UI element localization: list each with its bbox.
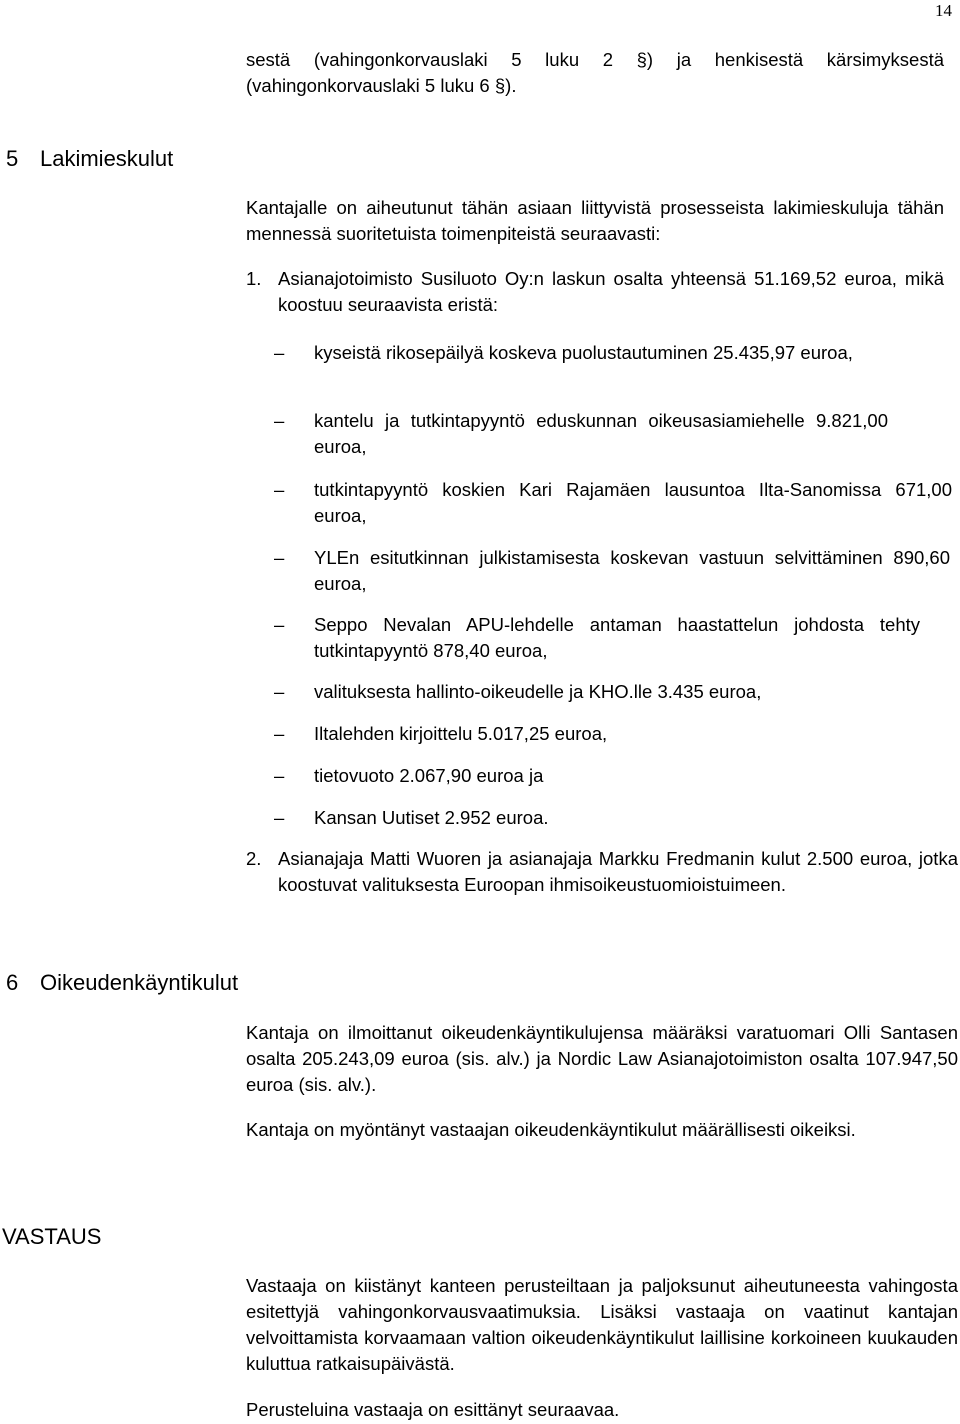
section-5-paragraph: Kantajalle on aiheutunut tähän asiaan liittyvistä prosesseista lakimieskuluja tähän mennessä suoritetuista toimenpiteistä seuraavasti: — [246, 197, 944, 244]
dash-bullet: – — [274, 410, 285, 431]
section-6-paragraph: Kantaja on myöntänyt vastaajan oikeudenkäyntikulut määrällisesti oikeiksi. — [246, 1119, 856, 1140]
section-5-title: Lakimieskulut — [40, 146, 174, 171]
subitem-text: Seppo Nevalan APU-lehdelle antaman haastattelun johdosta tehty tutkintapyyntö 878,40 euroa, — [314, 614, 920, 661]
dash-bullet: – — [274, 723, 285, 744]
subitem-text: kantelu ja tutkintapyyntö eduskunnan oikeusasiamiehelle 9.821,00 euroa, — [314, 410, 888, 457]
dash-bullet: – — [274, 765, 285, 786]
section-6-title: Oikeudenkäyntikulut — [40, 970, 239, 995]
subitem-text: tietovuoto 2.067,90 euroa ja — [314, 765, 544, 786]
dash-bullet: – — [274, 479, 285, 500]
dash-bullet: – — [274, 807, 285, 828]
list-item-1 — [246, 266, 944, 318]
section-6-number: 6 — [6, 970, 19, 995]
dash-bullet: – — [274, 614, 285, 635]
section-5-number: 5 — [6, 146, 19, 171]
subitem-text: tutkintapyyntö koskien Kari Rajamäen lausuntoa Ilta-Sanomissa 671,00 euroa, — [314, 479, 952, 526]
subitem-text: Kansan Uutiset 2.952 euroa. — [314, 807, 549, 828]
section-5-heading — [6, 145, 173, 173]
subitem-text: kyseistä rikosepäilyä koskeva puolustautuminen 25.435,97 euroa, — [314, 342, 853, 363]
section-6-paragraph: Kantaja on ilmoittanut oikeudenkäyntikulujensa määräksi varatuomari Olli Santasen osalta 205.243,09 euroa (sis. alv.) ja Nordic Law Asianajotoimiston osalta 107.947,50 euroa (sis. alv.). — [246, 1022, 958, 1095]
list-item-2 — [246, 846, 958, 924]
list-item-2-number: 2. — [246, 848, 262, 869]
list-item-1-number: 1. — [246, 268, 262, 289]
vastaus-paragraph: Vastaaja on kiistänyt kanteen perusteiltaan ja paljoksunut aiheutuneesta vahingosta esitettyjä vahingonkorvausvaatimuksia. Lisäksi vastaaja on vaatinut kantajan velvoittamista korvaamaan valtion oikeudenkäyntikulut laillisine korkoineen kuukauden kuluttua ratkaisupäivästä. — [246, 1275, 958, 1374]
subitem-text: Iltalehden kirjoittelu 5.017,25 euroa, — [314, 723, 608, 744]
section-6-heading — [6, 969, 238, 997]
list-item-1-text: Asianajotoimisto Susiluoto Oy:n laskun osalta yhteensä 51.169,52 euroa, mikä koostuu seuraavista eristä: — [278, 268, 944, 315]
vastaus-paragraph: Perusteluina vastaaja on esittänyt seuraavaa. — [246, 1399, 620, 1420]
vastaus-heading: VASTAUS — [2, 1224, 102, 1249]
subitem-text: valituksesta hallinto-oikeudelle ja KHO.lle 3.435 euroa, — [314, 681, 762, 702]
intro-paragraph: sestä (vahingonkorvauslaki 5 luku 2 §) ja henkisestä kärsimyksestä (vahingonkorvauslaki 5 luku 6 §). — [246, 49, 944, 96]
subitem-text: YLEn esitutkinnan julkistamisesta koskevan vastuun selvittäminen 890,60 euroa, — [314, 547, 950, 594]
list-item-2-text: Asianajaja Matti Wuoren ja asianajaja Markku Fredmanin kulut 2.500 euroa, jotka koostuvat valituksesta Euroopan ihmisoikeustuomioistuimeen. — [278, 848, 958, 895]
dash-bullet: – — [274, 547, 285, 568]
dash-bullet: – — [274, 681, 285, 702]
dash-bullet: – — [274, 342, 285, 363]
page-number: 14 — [935, 1, 952, 20]
